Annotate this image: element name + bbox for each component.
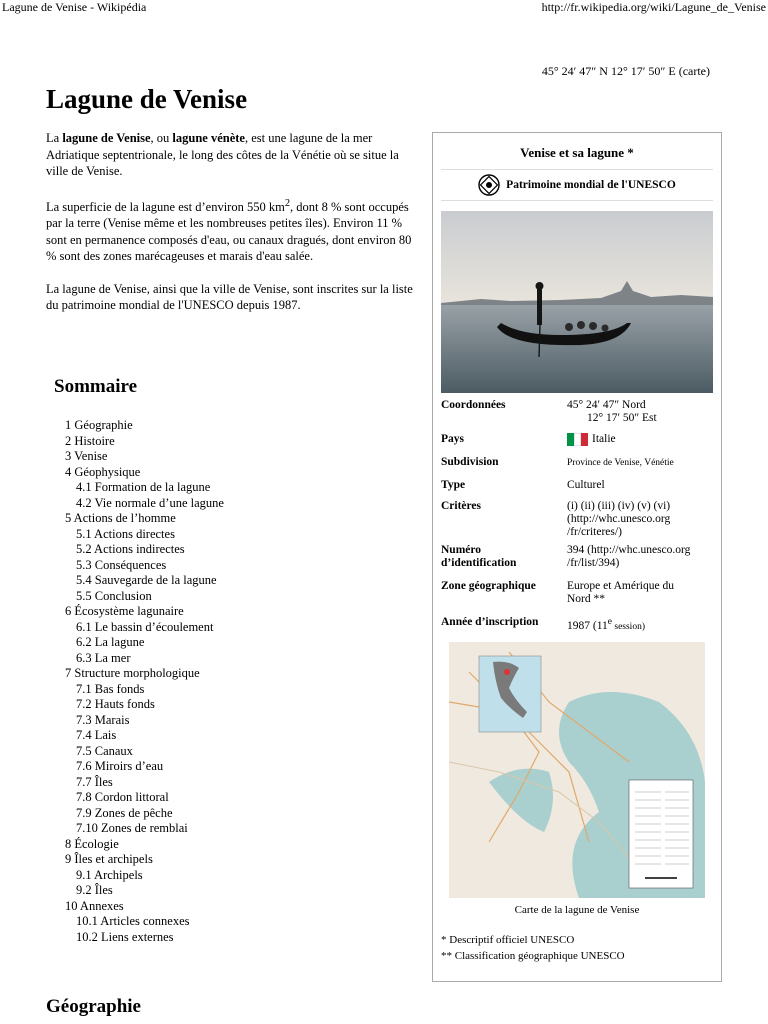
text: La superficie de la lagune est d’environ 550 km [46, 199, 285, 214]
toc-item[interactable]: 10.1 Articles connexes [76, 914, 190, 928]
unesco-label: Patrimoine mondial de l'UNESCO [506, 179, 676, 191]
toc-item[interactable]: 6.3 La mer [76, 650, 131, 665]
key-criteres: Critères [441, 500, 482, 512]
flag-white-band [574, 433, 581, 446]
toc-item[interactable]: 7.3 Marais [76, 712, 130, 727]
superscript: 2 [284, 197, 291, 209]
annee-session: session) [612, 621, 645, 632]
toc-item[interactable]: 9.2 Îles [76, 883, 113, 897]
key-numero [441, 544, 567, 580]
text: , dont 8 % sont occupés par la terre (Venise même et les nombreuses petites îles). Environ 11 % sont en permanence composés d'eau, ou canaux dragués, dont environ 80 % sont des zones marécageuses et marais d'eau salée. [46, 199, 412, 264]
row-numero [433, 544, 721, 580]
toc-item[interactable]: 10 Annexes [65, 898, 124, 913]
country-name: Italie [592, 433, 616, 446]
flag-red-band [581, 433, 588, 446]
table-of-contents [65, 418, 224, 945]
infobox [432, 132, 722, 982]
row-annee [433, 616, 721, 636]
key-subdivision: Subdivision [441, 456, 499, 468]
infobox-notes [441, 932, 721, 964]
numero-key-line-1: Numéro [441, 544, 482, 556]
text: , ou [150, 131, 173, 145]
toc-title: Sommaire [54, 376, 138, 397]
intro-section [46, 130, 414, 330]
value-annee [567, 616, 713, 636]
toc-item[interactable]: 9.1 Archipels [76, 867, 143, 882]
top-coordinates[interactable]: 45° 24′ 47″ N 12° 17′ 50″ E (carte) [541, 64, 710, 78]
infobox-data [433, 399, 721, 636]
browser-page-title: Lagune de Venise - Wikipédia [2, 0, 147, 14]
row-coordonnees [433, 399, 721, 433]
infobox-title: Venise et sa lagune * [441, 133, 713, 170]
toc-item[interactable]: 6 Écosystème lagunaire [65, 604, 184, 618]
italy-flag-icon [567, 433, 588, 446]
annee-sup: e [607, 617, 612, 627]
toc-item[interactable]: 8 Écologie [65, 836, 119, 851]
intro-paragraph-2 [46, 196, 414, 265]
toc-item[interactable]: 7 Structure morphologique [65, 666, 200, 680]
value-zone[interactable] [567, 580, 713, 616]
toc-item[interactable]: 2 Histoire [65, 433, 115, 448]
toc-item[interactable]: 7.8 Cordon littoral [76, 790, 169, 804]
value-pays[interactable] [567, 433, 713, 456]
numero-line-1: 394 (http://whc.unesco.org [567, 544, 691, 556]
toc-item[interactable]: 3 Venise [65, 449, 108, 463]
coords-line-2: 12° 17′ 50″ Est [587, 412, 657, 424]
toc-item[interactable]: 7.6 Miroirs d’eau [76, 759, 164, 773]
intro-paragraph-3: La lagune de Venise, ainsi que la ville de Venise, sont inscrites sur la liste du patrimoine mondial de l'UNESCO depuis 1987. [46, 281, 413, 313]
criteres-line-3: /fr/criteres/) [567, 526, 622, 538]
toc-item[interactable]: 4.2 Vie normale d’une lagune [76, 495, 224, 510]
toc-item[interactable]: 9 Îles et archipels [65, 852, 153, 866]
toc-item[interactable]: 7.4 Lais [76, 728, 117, 742]
map-caption: Carte de la lagune de Venise [514, 904, 640, 916]
annee-text: 1987 (11 [567, 619, 608, 632]
row-subdivision [433, 456, 721, 479]
toc-item[interactable]: 4.1 Formation de la lagune [76, 480, 211, 494]
value-type: Culturel [567, 479, 605, 491]
toc-item[interactable]: 10.2 Liens externes [76, 929, 174, 944]
bold-term: lagune de Venise [62, 131, 151, 145]
bold-term: lagune vénète [172, 131, 245, 145]
toc-item[interactable]: 5.2 Actions indirectes [76, 542, 185, 556]
text: , est une lagune de la mer Adriatique septentrionale, le long des côtes de la Vénétie où se situe la ville de Venise. [46, 131, 399, 178]
note-unesco-classification[interactable]: ** Classification géographique UNESCO [441, 950, 625, 962]
key-type: Type [441, 479, 466, 491]
unesco-banner [441, 170, 713, 201]
toc-item[interactable]: 7.2 Hauts fonds [76, 697, 155, 711]
flag-green-band [567, 433, 574, 446]
toc-item[interactable]: 7.10 Zones de remblai [76, 821, 188, 835]
unesco-emblem-icon [478, 174, 500, 196]
toc-item[interactable]: 5 Actions de l’homme [65, 511, 176, 525]
key-coordonnees: Coordonnées [441, 399, 506, 411]
toc-item[interactable]: 7.5 Canaux [76, 743, 133, 758]
toc-item[interactable]: 4 Géophysique [65, 464, 141, 479]
toc-item[interactable]: 7.1 Bas fonds [76, 681, 145, 696]
zone-line-2: Nord ** [567, 593, 606, 605]
coords-line-1: 45° 24′ 47″ Nord [567, 399, 646, 411]
criteres-line-2: (http://whc.unesco.org [567, 513, 671, 525]
lagoon-map[interactable] [449, 642, 705, 898]
toc-item[interactable]: 1 Géographie [65, 418, 133, 432]
toc-item[interactable]: 6.1 Le bassin d’écoulement [76, 619, 214, 634]
note-unesco-descriptif[interactable]: * Descriptif officiel UNESCO [441, 934, 575, 946]
row-pays [433, 433, 721, 456]
value-coordonnees[interactable] [567, 399, 713, 433]
toc-item[interactable]: 7.7 Îles [76, 774, 113, 789]
toc-item[interactable]: 6.2 La lagune [76, 635, 145, 649]
key-zone: Zone géographique [441, 580, 536, 592]
toc-item[interactable]: 5.5 Conclusion [76, 588, 152, 603]
key-pays: Pays [441, 433, 464, 445]
zone-line-1: Europe et Amérique du [567, 580, 674, 592]
browser-url[interactable]: http://fr.wikipedia.org/wiki/Lagune_de_Venise [541, 0, 766, 14]
section-heading-geographie: Géographie [46, 996, 141, 1017]
numero-key-line-2: d’identification [441, 557, 517, 569]
page-title: Lagune de Venise [46, 84, 248, 114]
key-annee: Année d’inscription [441, 616, 539, 628]
numero-line-2: /fr/list/394) [567, 557, 620, 569]
value-numero[interactable] [567, 544, 713, 580]
gondola-photo[interactable] [441, 211, 713, 393]
intro-paragraph-1 [46, 130, 414, 180]
toc-item[interactable]: 7.9 Zones de pêche [76, 805, 173, 820]
toc-item[interactable]: 5.4 Sauvegarde de la lagune [76, 573, 217, 587]
row-type [433, 479, 721, 500]
row-criteres [433, 500, 721, 544]
toc-item[interactable]: 5.3 Conséquences [76, 557, 167, 572]
row-zone [433, 580, 721, 616]
value-criteres[interactable] [567, 500, 713, 544]
value-subdivision[interactable]: Province de Venise, Vénétie [567, 458, 674, 468]
toc-item[interactable]: 5.1 Actions directes [76, 526, 175, 541]
criteres-line-1: (i) (ii) (iii) (iv) (v) (vi) [567, 500, 671, 512]
text: La [46, 131, 63, 145]
